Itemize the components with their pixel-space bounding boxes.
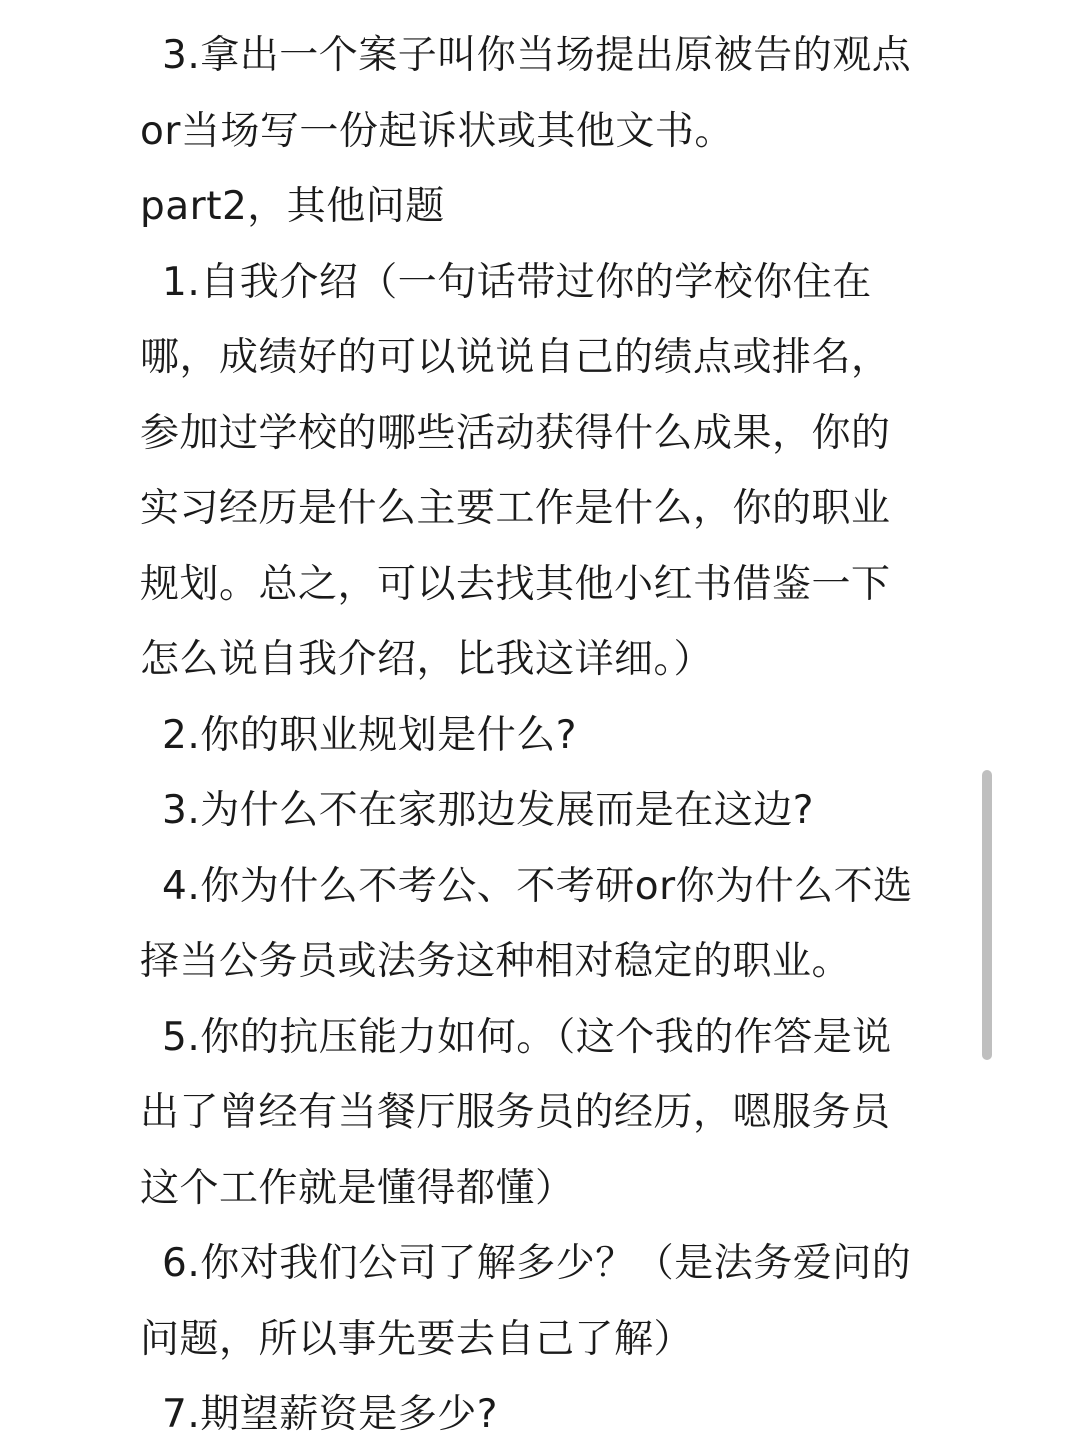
text-line: 怎么说自我介绍，比我这详细。） xyxy=(140,637,714,682)
text-line: 择当公务员或法务这种相对稳定的职业。 xyxy=(140,939,852,984)
text-line: 问题，所以事先要去自己了解） xyxy=(140,1316,694,1362)
section-heading: part2，其他问题 xyxy=(140,184,445,229)
text-line: 6.你对我们公司了解多少？（是法务爱问的 xyxy=(162,1241,912,1286)
text-line: 哪，成绩好的可以说说自己的绩点或排名， xyxy=(140,335,891,380)
scrollbar-thumb[interactable] xyxy=(982,770,992,1060)
document-body xyxy=(140,18,940,1453)
text-line: 7.期望薪资是多少? xyxy=(162,1392,498,1437)
text-line: 3.为什么不在家那边发展而是在这边? xyxy=(162,788,814,833)
text-line: 4.你为什么不考公、不考研or你为什么不选 xyxy=(162,863,913,909)
text-line: 这个工作就是懂得都懂） xyxy=(140,1165,575,1211)
text-line: 实习经历是什么主要工作是什么，你的职业 xyxy=(140,486,891,531)
text-line: 5.你的抗压能力如何。（这个我的作答是说 xyxy=(162,1014,892,1060)
text-line: 出了曾经有当餐厅服务员的经历，嗯服务员 xyxy=(140,1090,891,1135)
text-line: 1.自我介绍（一句话带过你的学校你住在 xyxy=(162,259,872,305)
text-line: or当场写一份起诉状或其他文书。 xyxy=(140,108,734,154)
text-line: 2.你的职业规划是什么? xyxy=(162,712,577,758)
text-line: 3.拿出一个案子叫你当场提出原被告的观点 xyxy=(162,33,912,78)
text-line: 规划。总之，可以去找其他小红书借鉴一下 xyxy=(140,561,891,607)
text-line: 参加过学校的哪些活动获得什么成果，你的 xyxy=(140,410,891,456)
